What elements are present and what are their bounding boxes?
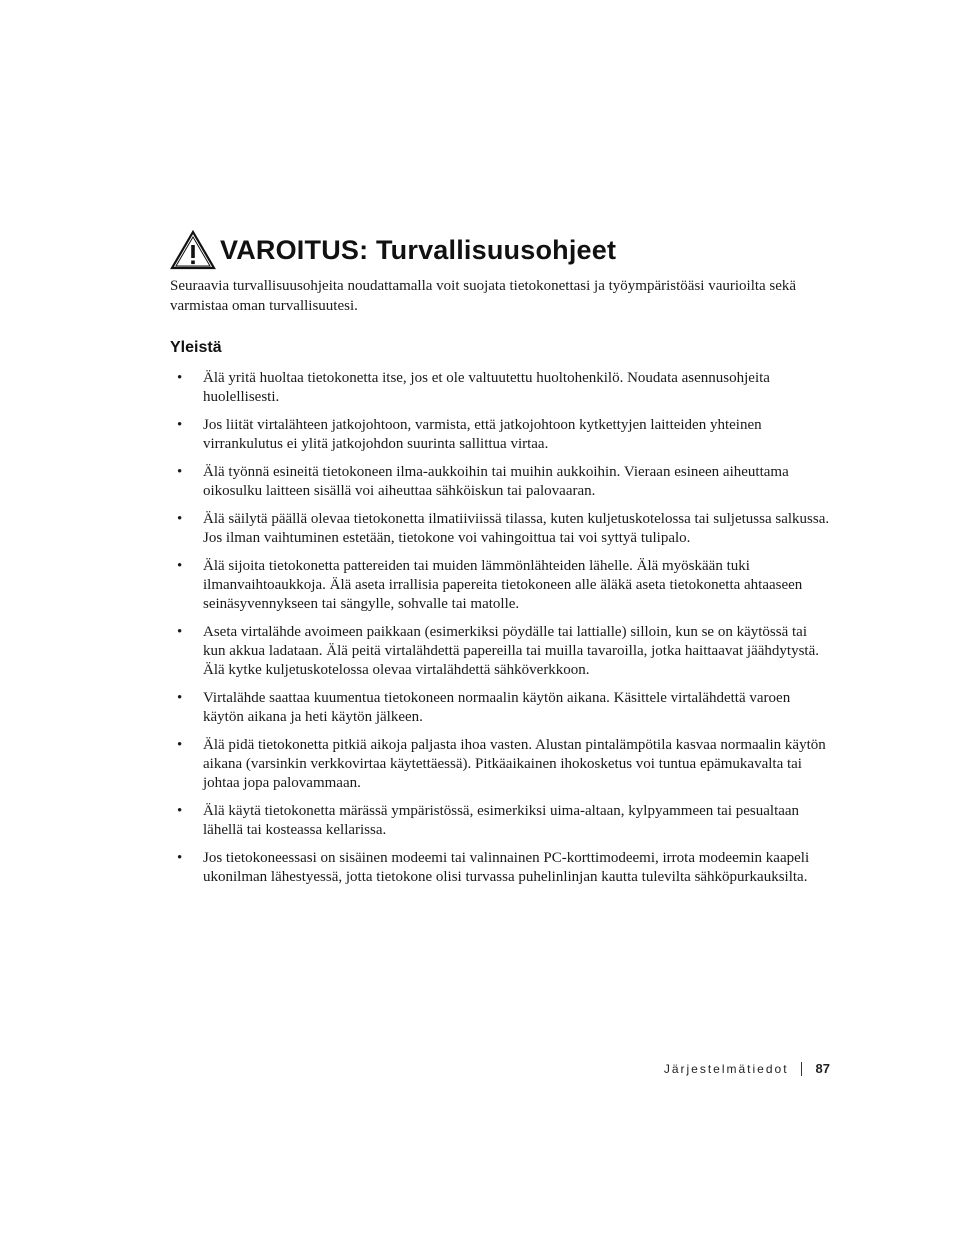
list-item: [170, 623, 830, 680]
bullet-icon: •: [177, 624, 183, 640]
list-item-text: Jos liität virtalähteen jatkojohtoon, varmista, että jatkojohtoon kytkettyjen laitteiden yhteinen virrankulutus ei ylitä jatkojohdon suurinta sallittua virtaa.: [203, 417, 762, 452]
list-item-text: Älä käytä tietokonetta märässä ympäristössä, esimerkiksi uima-altaan, kylpyammeen tai pesualtaan lähellä tai kosteassa kellarissa.: [203, 803, 800, 838]
page-number: 87: [815, 1061, 830, 1076]
bullet-icon: •: [177, 850, 183, 866]
bullet-icon: •: [177, 690, 183, 706]
list-item: [170, 736, 830, 793]
list-item-text: Älä työnnä esineitä tietokoneen ilma-aukkoihin tai muihin aukkoihin. Vieraan esineen aiheuttama oikosulku laitteen sisällä voi aiheuttaa sähköiskun tai palovaaran.: [203, 464, 789, 499]
warning-triangle-icon: [170, 230, 216, 270]
list-item-text: Älä pidä tietokonetta pitkiä aikoja paljasta ihoa vasten. Alustan pintalämpötila kasvaa normaalin käytön aikana (varsinkin verkkovirtaa käytettäessä). Pitkäaikainen ihokosketus voi tuntua epämukavalta tai johtaa jopa palovammaan.: [203, 737, 826, 791]
list-item-text: Älä yritä huoltaa tietokonetta itse, jos et ole valtuutettu huoltohenkilö. Noudata asennusohjeita huolellisesti.: [203, 370, 770, 405]
bullet-icon: •: [177, 417, 183, 433]
list-item: [170, 369, 830, 407]
list-item-text: Jos tietokoneessasi on sisäinen modeemi tai valinnainen PC-korttimodeemi, irrota modeemin kaapeli ukonilman lähestyessä, jotta tietokone olisi turvassa puhelinlinjan kautta tulevilta sähköpurkauksilta.: [203, 850, 810, 885]
list-item: [170, 802, 830, 840]
bullet-icon: •: [177, 737, 183, 753]
safety-list: [170, 369, 830, 896]
list-item-text: Älä säilytä päällä olevaa tietokonetta ilmatiiviissä tilassa, kuten kuljetuskotelossa tai suljetussa salkussa. Jos ilman vaihtuminen estetään, tietokone voi vahingoittua tai voi syttyä tulipalo.: [203, 511, 830, 546]
bullet-icon: •: [177, 464, 183, 480]
bullet-icon: •: [177, 511, 183, 527]
bullet-icon: •: [177, 803, 183, 819]
section-title: Yleistä: [170, 339, 222, 356]
warning-heading: [170, 228, 850, 272]
list-item-text: Älä sijoita tietokonetta pattereiden tai muiden lämmönlähteiden lähelle. Älä myöskään tuki ilmanvaihtoaukkoja. Älä aseta irrallisia papereita tietokoneen alle äläkä aseta tietokonetta ahtaaseen seinäsyvennykseen tai sängylle, sohvalle tai matolle.: [203, 558, 803, 612]
intro-paragraph: Seuraavia turvallisuusohjeita noudattamalla voit suojata tietokonettasi ja työympäristöäsi vaurioilta sekä varmistaa oman turvallisuutesi.: [170, 278, 797, 314]
page-title: VAROITUS: Turvallisuusohjeet: [220, 234, 617, 265]
list-item-text: Aseta virtalähde avoimeen paikkaan (esimerkiksi pöydälle tai lattialle) silloin, kun se on käytössä tai kun akkua ladataan. Älä peitä virtalähdettä papereilla tai muilla tavaroilla, jotka haittaavat jäähdytystä. Älä kytke kuljetuskotelossa olevaa virtalähdettä sähköverkkoon.: [203, 624, 819, 678]
bullet-icon: •: [177, 370, 183, 386]
footer-section-name: Järjestelmätiedot: [663, 1061, 789, 1076]
list-item: [170, 416, 830, 454]
page-footer: [664, 1061, 830, 1076]
list-item: [170, 849, 830, 887]
list-item-text: Virtalähde saattaa kuumentua tietokoneen normaalin käytön aikana. Käsittele virtalähdettä varoen käytön aikana ja heti käytön jälkeen.: [203, 690, 791, 725]
list-item: [170, 689, 830, 727]
list-item: [170, 510, 830, 548]
list-item: [170, 463, 830, 501]
footer-divider: [801, 1062, 802, 1076]
list-item: [170, 557, 830, 614]
bullet-icon: •: [177, 558, 183, 574]
